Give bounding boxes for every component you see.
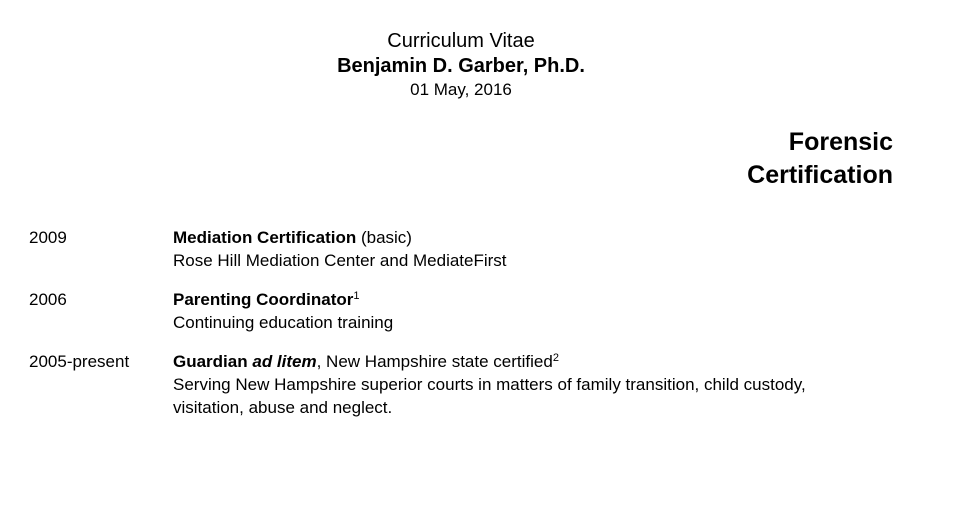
entry-body	[173, 350, 909, 419]
entry-title-bold: Guardian	[173, 352, 253, 371]
entry-title-bold-italic: ad litem	[252, 352, 317, 371]
footnote-marker: 2	[552, 352, 559, 364]
entry-body	[173, 288, 909, 334]
entry-title	[173, 288, 909, 311]
author-name: Benjamin D. Garber, Ph.D.	[337, 55, 585, 77]
certification-entry	[29, 226, 909, 272]
entry-year: 2009	[29, 228, 67, 247]
entry-description: Continuing education training	[173, 313, 394, 332]
entry-title	[173, 226, 909, 249]
entry-year: 2005-present	[29, 352, 130, 371]
entry-body	[173, 226, 909, 272]
entry-title-rest: , New Hampshire state certified	[316, 352, 553, 371]
section-heading	[747, 126, 893, 192]
entry-title-bold: Parenting Coordinator	[173, 290, 354, 309]
document-header	[0, 28, 922, 101]
entry-title-rest: (basic)	[356, 228, 412, 247]
entry-description: Serving New Hampshire superior courts in matters of family transition, child custody, visitation, abuse and neglect.	[173, 375, 806, 417]
entry-title-bold: Mediation Certification	[173, 228, 357, 247]
certification-list	[29, 226, 909, 419]
entry-description: Rose Hill Mediation Center and MediateFirst	[173, 251, 507, 270]
entry-title	[173, 350, 909, 373]
document-date: 01 May, 2016	[410, 80, 512, 99]
section-heading-line-2: Certification	[747, 161, 893, 189]
footnote-marker: 1	[353, 290, 360, 302]
certification-entry	[29, 350, 909, 419]
document-title: Curriculum Vitae	[387, 30, 535, 52]
entry-year: 2006	[29, 290, 67, 309]
section-heading-line-1: Forensic	[788, 128, 893, 156]
certification-entry	[29, 288, 909, 334]
